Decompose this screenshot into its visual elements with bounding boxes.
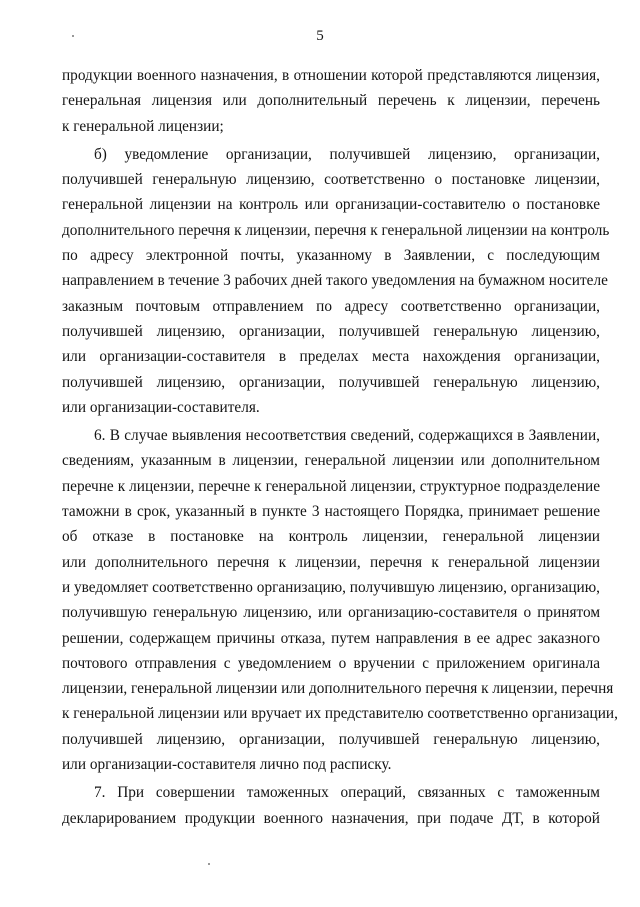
text-line: или дополнительного перечня к лицензии, перечня к генеральной лицензии bbox=[62, 553, 600, 571]
text-line: продукции военного назначения, в отношении которой представляются лицензия, bbox=[62, 67, 600, 84]
text-line: решении, содержащем причины отказа, путем направления в ее адрес заказного bbox=[62, 629, 600, 647]
paragraph-p4 bbox=[62, 780, 600, 831]
page-number: 5 bbox=[316, 28, 324, 44]
text-line: заказным почтовым отправлением по адресу соответственно организации, bbox=[62, 297, 600, 315]
scan-speck bbox=[72, 35, 74, 37]
text-line: получившей генеральную лицензию, соответственно о постановке лицензии, bbox=[62, 171, 600, 189]
text-line: к генеральной лицензии; bbox=[62, 117, 224, 135]
paragraph-p2 bbox=[62, 142, 610, 420]
text-line: или организации-составителя в пределах места нахождения организации, bbox=[62, 348, 600, 366]
text-line: по адресу электронной почты, указанному в Заявлении, с последующим bbox=[62, 247, 600, 265]
text-line: об отказе в постановке на контроль лицензии, генеральной лицензии bbox=[62, 528, 600, 546]
document-body bbox=[62, 63, 618, 831]
text-line: или организации-составителя. bbox=[62, 398, 260, 416]
text-line: получившей лицензию, организации, получившей генеральную лицензию, bbox=[62, 322, 600, 340]
paragraph-p1 bbox=[62, 63, 600, 139]
text-line: б) уведомление организации, получившей лицензию, организации, bbox=[94, 145, 600, 163]
text-line: лицензии, генеральной лицензии или дополнительного перечня к лицензии, перечня bbox=[62, 680, 614, 698]
text-line: и уведомляет соответственно организацию, получившую лицензию, организацию, bbox=[62, 578, 600, 596]
text-line: декларированием продукции военного назначения, при подаче ДТ, в которой bbox=[62, 809, 600, 827]
text-line: дополнительного перечня к лицензии, перечня к генеральной лицензии на контроль bbox=[62, 221, 610, 239]
text-line: сведениям, указанным в лицензии, генеральной лицензии или дополнительном bbox=[62, 452, 600, 470]
text-line: к генеральной лицензии или вручает их представителю соответственно организации, bbox=[62, 705, 618, 723]
scan-speck bbox=[208, 863, 210, 865]
text-line: 6. В случае выявления несоответствия сведений, содержащихся в Заявлении, bbox=[94, 427, 600, 445]
text-line: перечне к лицензии, перечне к генеральной лицензии, структурное подразделение bbox=[62, 477, 600, 495]
text-line: почтового отправления с уведомлением о вручении с приложением оригинала bbox=[62, 654, 600, 672]
text-line: получившей лицензию, организации, получившей генеральную лицензию, bbox=[62, 730, 600, 748]
text-line: 7. При совершении таможенных операций, связанных с таможенным bbox=[94, 784, 600, 802]
text-line: получившую генеральную лицензию, или организацию-составителя о принятом bbox=[62, 604, 600, 622]
text-line: таможни в срок, указанный в пункте 3 настоящего Порядка, принимает решение bbox=[62, 503, 600, 521]
text-line: генеральной лицензии на контроль или организации-составителю о постановке bbox=[62, 196, 600, 214]
paragraph-p3 bbox=[62, 423, 618, 777]
text-line: генеральная лицензия или дополнительный перечень к лицензии, перечень bbox=[62, 92, 600, 110]
text-line: или организации-составителя лично под расписку. bbox=[62, 756, 392, 774]
text-line: направлением в течение 3 рабочих дней такого уведомления на бумажном носителе bbox=[62, 272, 608, 290]
text-line: получившей лицензию, организации, получившей генеральную лицензию, bbox=[62, 373, 600, 391]
